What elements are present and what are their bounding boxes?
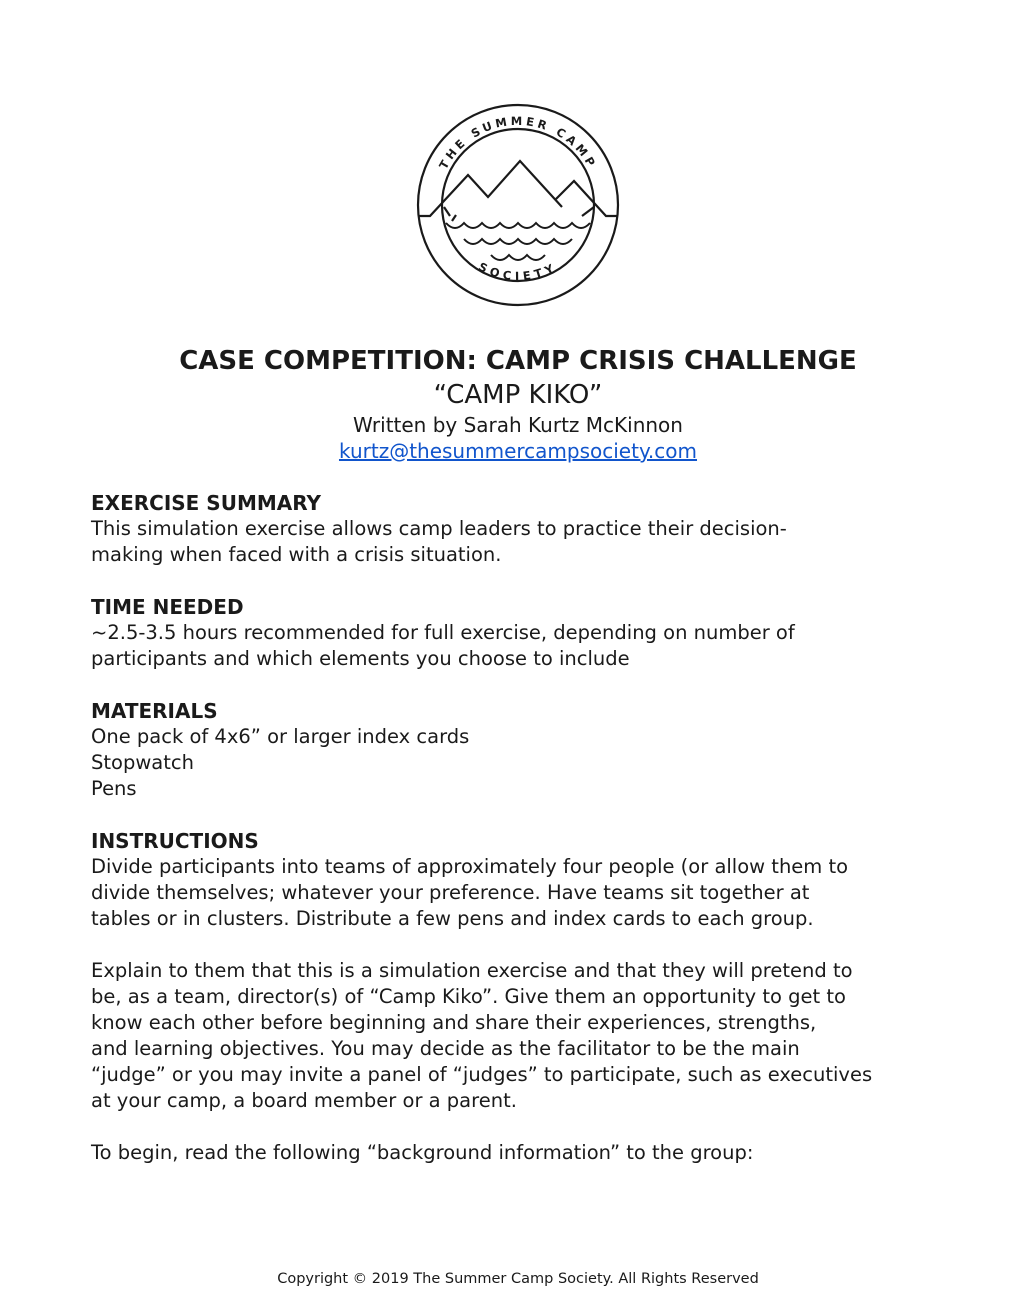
section-heading: INSTRUCTIONS (91, 829, 259, 853)
materials-item: Pens (91, 777, 137, 800)
copyright-footer: Copyright © 2019 The Summer Camp Society. All Rights Reserved (277, 1271, 759, 1287)
summer-camp-society-logo (416, 103, 620, 307)
section-heading: MATERIALS (91, 699, 218, 723)
svg-text:SOCIETY: SOCIETY (476, 259, 560, 284)
instructions-section (91, 828, 931, 1166)
instructions-paragraph: Divide participants into teams of approximately four people (or allow them to divide themselves; whatever your preference. Have teams sit together at tables or in clusters. Distribute a few pens and index cards to each group. (91, 855, 849, 930)
materials-item: Stopwatch (91, 751, 194, 774)
time-needed-section (91, 594, 931, 672)
document-title: CASE COMPETITION: CAMP CRISIS CHALLENGE (179, 346, 857, 376)
section-text: ~2.5-3.5 hours recommended for full exercise, depending on number of participants and which elements you choose to include (91, 621, 795, 670)
svg-text:THE SUMMER CAMP: THE SUMMER CAMP (436, 113, 600, 172)
section-heading: TIME NEEDED (91, 595, 244, 619)
author-email-link[interactable]: kurtz@thesummercampsociety.com (338, 439, 698, 463)
section-heading: EXERCISE SUMMARY (91, 491, 322, 515)
author-email (0, 438, 1036, 464)
materials-item: One pack of 4x6” or larger index cards (91, 725, 470, 748)
section-text: This simulation exercise allows camp leaders to practice their decision- making when faced with a crisis situation. (91, 517, 787, 566)
document-subtitle: “CAMP KIKO” (433, 380, 603, 410)
exercise-summary-section (91, 490, 931, 568)
instructions-paragraph: To begin, read the following “background information” to the group: (91, 1141, 754, 1164)
author-byline: Written by Sarah Kurtz McKinnon (353, 413, 683, 437)
materials-section (91, 698, 931, 802)
instructions-paragraph: Explain to them that this is a simulation exercise and that they will pretend to be, as a team, director(s) of “Camp Kiko”. Give them an opportunity to get to know each other before beginning and share their experiences, strengths, and learning objectives. You may decide as the facilitator to be the main “judge” or you may invite a panel of “judges” to participate, such as executives at your camp, a board member or a parent. (91, 959, 873, 1112)
